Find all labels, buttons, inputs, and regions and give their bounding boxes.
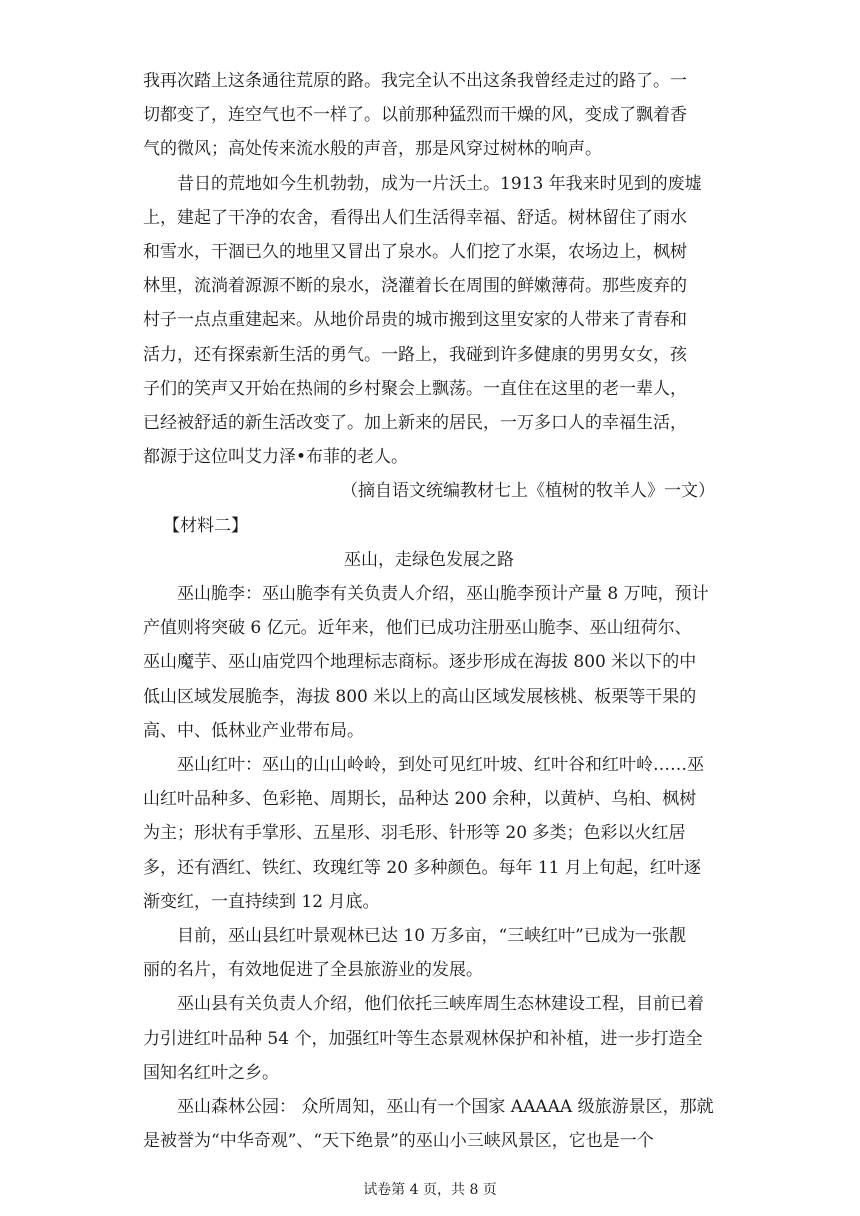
text-line: 渐变红，一直持续到 12 月底。 bbox=[143, 891, 380, 912]
material-one-paragraph-2 bbox=[143, 167, 715, 475]
text-line: 昔日的荒地如今生机勃勃，成为一片沃土。1913 年我来时见到的废墟 bbox=[177, 173, 702, 194]
material-one-paragraph-1 bbox=[143, 64, 715, 167]
material-two-paragraph-5 bbox=[143, 1090, 715, 1158]
text-line: 村子一点点重建起来。从地价昂贵的城市搬到这里安家的人带来了青春和 bbox=[143, 310, 687, 331]
text-line: 为主；形状有手掌形、五星形、羽毛形、针形等 20 多类；色彩以火红居 bbox=[143, 823, 686, 844]
text-line: 气的微风；高处传来流水般的声音，那是风穿过树林的响声。 bbox=[143, 139, 602, 160]
material-two-paragraph-1 bbox=[143, 577, 715, 748]
text-line: 丽的名片，有效地促进了全县旅游业的发展。 bbox=[143, 960, 483, 981]
text-line: 和雪水，干涸已久的地里又冒出了泉水。人们挖了水渠，农场边上，枫树 bbox=[143, 242, 687, 263]
text-line: 是被誉为“中华奇观”、“天下绝景”的巫山小三峡风景区，它也是一个 bbox=[143, 1131, 654, 1152]
text-line: 国知名红叶之乡。 bbox=[143, 1062, 279, 1083]
text-line: 多，还有酒红、铁红、玫瑰红等 20 多种颜色。每年 11 月上旬起，红叶逐 bbox=[143, 857, 701, 878]
text-line: 活力，还有探索新生活的勇气。一路上，我碰到许多健康的男男女女，孩 bbox=[143, 344, 687, 365]
text-line: 巫山县有关负责人介绍，他们依托三峡库周生态林建设工程，目前已着 bbox=[177, 994, 704, 1015]
page-footer: 试卷第 4 页，共 8 页 bbox=[363, 1182, 497, 1198]
text-line: 巫山脆李：巫山脆李有关负责人介绍，巫山脆李预计产量 8 万吨，预计 bbox=[177, 584, 709, 605]
text-line: 子们的笑声又开始在热闹的乡村聚会上飘荡。一直住在这里的老一辈人， bbox=[143, 378, 687, 399]
text-line: 高、中、低林业产业带布局。 bbox=[143, 720, 364, 741]
material-two-title: 巫山，走绿色发展之路 bbox=[344, 549, 514, 570]
material-one-source: （摘自语文统编教材七上《植树的牧羊人》一文） bbox=[341, 481, 715, 502]
page-content bbox=[143, 64, 715, 1159]
text-line: 都源于这位叫艾力泽•布菲的老人。 bbox=[143, 447, 409, 468]
text-line: 我再次踏上这条通往荒原的路。我完全认不出这条我曾经走过的路了。一 bbox=[143, 71, 687, 91]
text-line: 山红叶品种多、色彩艳、周期长，品种达 200 余种，以黄栌、乌桕、枫树 bbox=[143, 789, 697, 810]
text-line: 巫山森林公园： 众所周知，巫山有一个国家 AAAAA 级旅游景区，那就 bbox=[177, 1097, 714, 1118]
text-line: 低山区域发展脆李，海拔 800 米以上的高山区域发展核桃、板栗等干果的 bbox=[143, 686, 697, 707]
text-line: 上，建起了干净的农舍，看得出人们生活得幸福、舒适。树林留住了雨水 bbox=[143, 207, 687, 228]
text-line: 力引进红叶品种 54 个，加强红叶等生态景观林保护和补植，进一步打造全 bbox=[143, 1028, 703, 1049]
text-line: 巫山魔芋、巫山庙党四个地理标志商标。逐步形成在海拔 800 米以下的中 bbox=[143, 652, 697, 673]
material-two-paragraph-3 bbox=[143, 919, 715, 987]
material-two-label: 【材料二】 bbox=[163, 515, 248, 536]
text-line: 切都变了，连空气也不一样了。以前那种猛烈而干燥的风，变成了飘着香 bbox=[143, 105, 687, 126]
text-line: 林里，流淌着源源不断的泉水，浇灌着长在周围的鲜嫩薄荷。那些废弃的 bbox=[143, 276, 687, 297]
text-line: 产值则将突破 6 亿元。近年来，他们已成功注册巫山脆李、巫山纽荷尔、 bbox=[143, 618, 692, 639]
material-two-paragraph-2 bbox=[143, 748, 715, 919]
text-line: 目前，巫山县红叶景观林已达 10 万多亩，“三峡红叶”已成为一张靓 bbox=[177, 926, 686, 947]
material-two-paragraph-4 bbox=[143, 987, 715, 1090]
text-line: 巫山红叶：巫山的山山岭岭，到处可见红叶坡、红叶谷和红叶岭……巫 bbox=[177, 755, 704, 776]
text-line: 已经被舒适的新生活改变了。加上新来的居民，一万多口人的幸福生活， bbox=[143, 413, 687, 434]
